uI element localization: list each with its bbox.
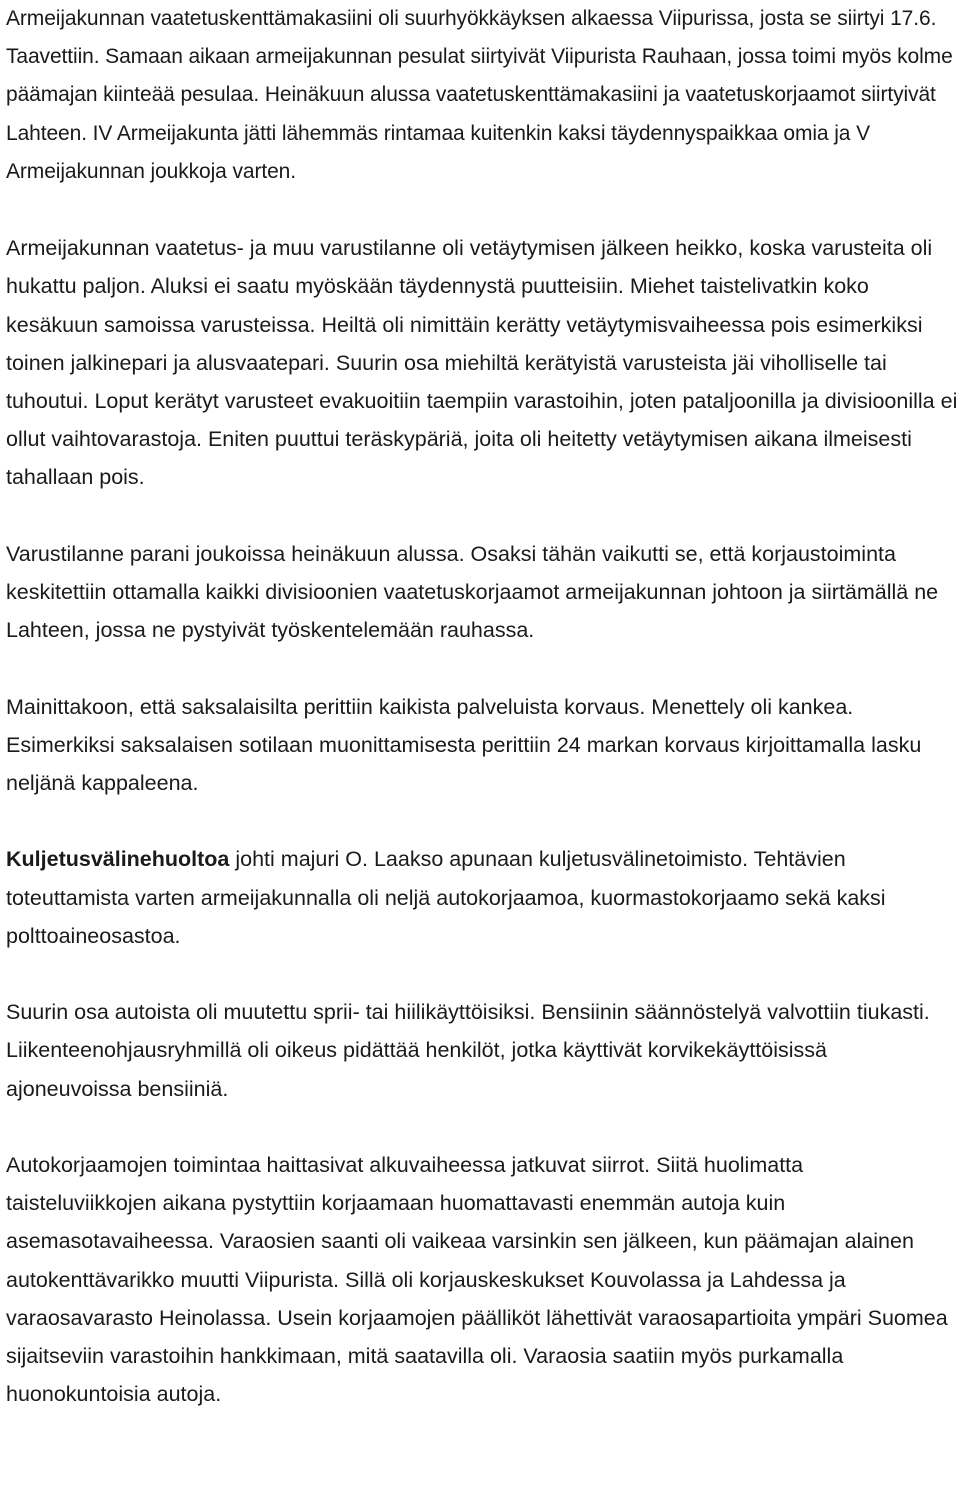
paragraph-text: Armeijakunnan vaatetus- ja muu varustilanne oli vetäytymisen jälkeen heikko, koska varusteita oli hukattu paljon. Aluksi ei saatu myöskään täydennystä puutteisiin. Miehet taistelivatkin koko kesäkuun samoissa varusteissa. Heiltä oli nimittäin kerätty vetäytymisvaiheessa pois esimerkiksi toinen jalkinepari ja alusvaatepari. Suurin osa miehiltä kerätyistä varusteista jäi viholliselle tai tuhoutui. Loput kerätyt varusteet evakuoitiin taempiin varastoihin, joten pataljoonilla ja divisioonilla ei ollut vaihtovarastoja. Eniten puuttui teräskypäriä, joita oli heitetty vetäytymisen aikana ilmeisesti tahallaan pois.: [6, 236, 958, 490]
paragraph-vehicle-maintenance: [6, 840, 958, 955]
paragraph-fuel-rationing: [6, 993, 958, 1108]
paragraph-text: Mainittakoon, että saksalaisilta perittiin kaikista palveluista korvaus. Menettely oli kankea. Esimerkiksi saksalaisen sotilaan muonittamisesta perittiin 24 markan korvaus kirjoittamalla lasku neljänä kappaleena.: [6, 694, 922, 796]
paragraph-german-compensation: [6, 688, 958, 803]
document-page: [6, 0, 958, 1413]
paragraph-bold-lead: Kuljetusvälinehuoltoa: [6, 847, 230, 872]
paragraph-equipment-situation: [6, 229, 958, 496]
paragraph-equipment-improved: [6, 535, 958, 650]
paragraph-repair-shops: [6, 1146, 958, 1413]
paragraph-clothing-depot: [6, 0, 958, 191]
paragraph-text: Varustilanne parani joukoissa heinäkuun alussa. Osaksi tähän vaikutti se, että korjaustoiminta keskitettiin ottamalla kaikki divisioonien vaatetuskorjaamot armeijakunnan johtoon ja siirtämällä ne Lahteen, jossa ne pystyivät työskentelemään rauhassa.: [6, 541, 939, 643]
paragraph-text: Autokorjaamojen toimintaa haittasivat alkuvaiheessa jatkuvat siirrot. Siitä huolimatta taisteluviikkojen aikana pystyttiin korjaamaan huomattavasti enemmän autoja kuin asemasotavaiheessa. Varaosien saanti oli vaikeaa varsinkin sen jälkeen, kun päämajan alainen autokenttävarikko muutti Viipurista. Sillä oli korjauskeskukset Kouvolassa ja Lahdessa ja varaosavarasto Heinolassa. Usein korjaamojen päälliköt lähettivät varaosapartioita ympäri Suomea sijaitseviin varastoihin hankkimaan, mitä saatavilla oli. Varaosia saatiin myös purkamalla huonokuntoisia autoja.: [6, 1153, 948, 1407]
paragraph-text: Suurin osa autoista oli muutettu sprii- tai hiilikäyttöisiksi. Bensiinin säännöstelyä valvottiin tiukasti. Liikenteenohjausryhmillä oli oikeus pidättää henkilöt, jotka käyttivät korvikekäyttöisissä ajoneuvoissa bensiiniä.: [6, 1000, 930, 1101]
paragraph-text: Armeijakunnan vaatetuskenttämakasiini oli suurhyökkäyksen alkaessa Viipurissa, josta se siirtyi 17.6. Taavettiin. Samaan aikaan armeijakunnan pesulat siirtyivät Viipurista Rauhaan, jossa toimi myös kolme päämajan kiinteää pesulaa. Heinäkuun alussa vaatetuskenttämakasiini ja vaatetuskorjaamot siirtyivät Lahteen. IV Armeijakunta jätti lähemmäs rintamaa kuitenkin kaksi täydennyspaikkaa omia ja V Armeijakunnan joukkoja varten.: [6, 7, 953, 183]
paragraph-text: johti majuri O. Laakso apunaan kuljetusvälinetoimisto. Tehtävien toteuttamista varten armeijakunnalla oli neljä autokorjaamoa, kuormastokorjaamo sekä kaksi polttoaineosastoa.: [6, 847, 886, 948]
